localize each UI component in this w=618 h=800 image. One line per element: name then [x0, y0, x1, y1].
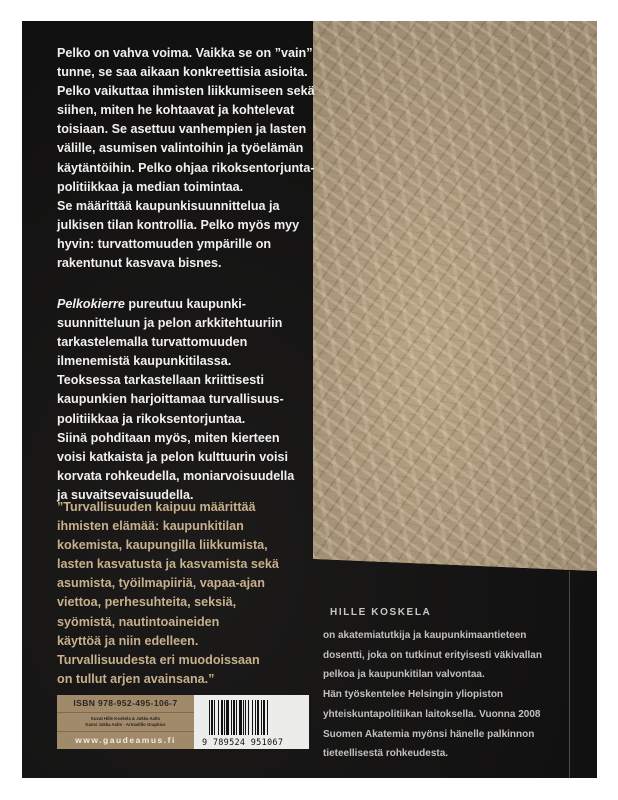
- barcode-bar: [267, 700, 269, 735]
- isbn-panel: [57, 695, 309, 749]
- description-paragraph-1: Pelko on vahva voima. Vaikka se on ”vain” tunne, se saa aikaan konkreettisia asioita. Pelko vaikuttaa ihmisten liikkumiseen sekä siihen, miten he kohtaavat ja kohtelevat toisiaan. Se asettuu vanhempien ja lasten välille, asumisen valintoihin ja työelämän käytäntöihin. Pelko ohjaa rikoksentorjunta- politiikkaa ja median toimintaa. Se määrittää kaupunkisuunnittelua ja julkisen tilan kontrollia. Pelko myös myy hyvin: turvattomuuden ympärille on rakentunut kasvava bisnes.: [57, 46, 315, 271]
- credits-cover: Kansi Jukka Aalto · Armadillo Graphics: [85, 722, 166, 728]
- barcode-bars: [209, 700, 297, 735]
- publisher-info: [57, 695, 194, 749]
- description-paragraph-2-text: pureutuu kaupunki- suunnitteluun ja pelon arkkitehtuuriin tarkastelemalla turvattomuuden ilmenemistä kaupunkitilassa. Teoksessa tarkastellaan kriittisesti kaupunkien harjoittamaa turvallisuus- politiikkaa ja rikoksentorjuntaa. Siinä pohditaan myös, miten kierteen voisi katkaista ja pelon kulttuurin voisi korvata rohkeudella, moniarvoisuudella ja suvaitsevaisuudella.: [57, 297, 295, 502]
- credits: [57, 713, 194, 732]
- author-name: HILLE KOSKELA: [330, 607, 432, 618]
- isbn-text: ISBN 978-952-495-106-7: [57, 695, 194, 713]
- credits-photos: Kuvat Hille Koskela & Jukka Aalto: [90, 716, 161, 721]
- barcode: [194, 695, 309, 749]
- author-bio: on akatemiatutkija ja kaupunkimaantieteen dosentti, joka on tutkinut erityisesti väkivallan pelkoa ja kaupunkitilan valvontaa. Hän työskentelee Helsingin yliopiston yhteiskuntapolitiikan laitoksella. Vuonna 2008 Suomen Akatemia myönsi hänelle palkinnon tieteellisestä rohkeudesta.: [323, 630, 542, 760]
- book-title: Pelkokierre: [57, 297, 125, 311]
- quote-text: ”Turvallisuuden kaipuu määrittää ihmisten elämää: kaupunkitilan kokemista, kaupungilla liikkumista, lasten kasvatusta ja kasvamista sekä asumista, työilmapiiriä, vapaa-ajan viettoa, perhesuhteita, seksiä, syömistä, nautintoaineiden käyttöä ja niin edelleen. Turvallisuudesta eri muodoissaan on tullut arjen avainsana.”: [57, 500, 279, 686]
- description-paragraph-2: [57, 295, 317, 505]
- wood-chipboard-photo: [313, 21, 597, 571]
- barcode-number: 9 789524 951067: [202, 738, 284, 748]
- publisher-website: www.gaudeamus.fi: [75, 735, 176, 745]
